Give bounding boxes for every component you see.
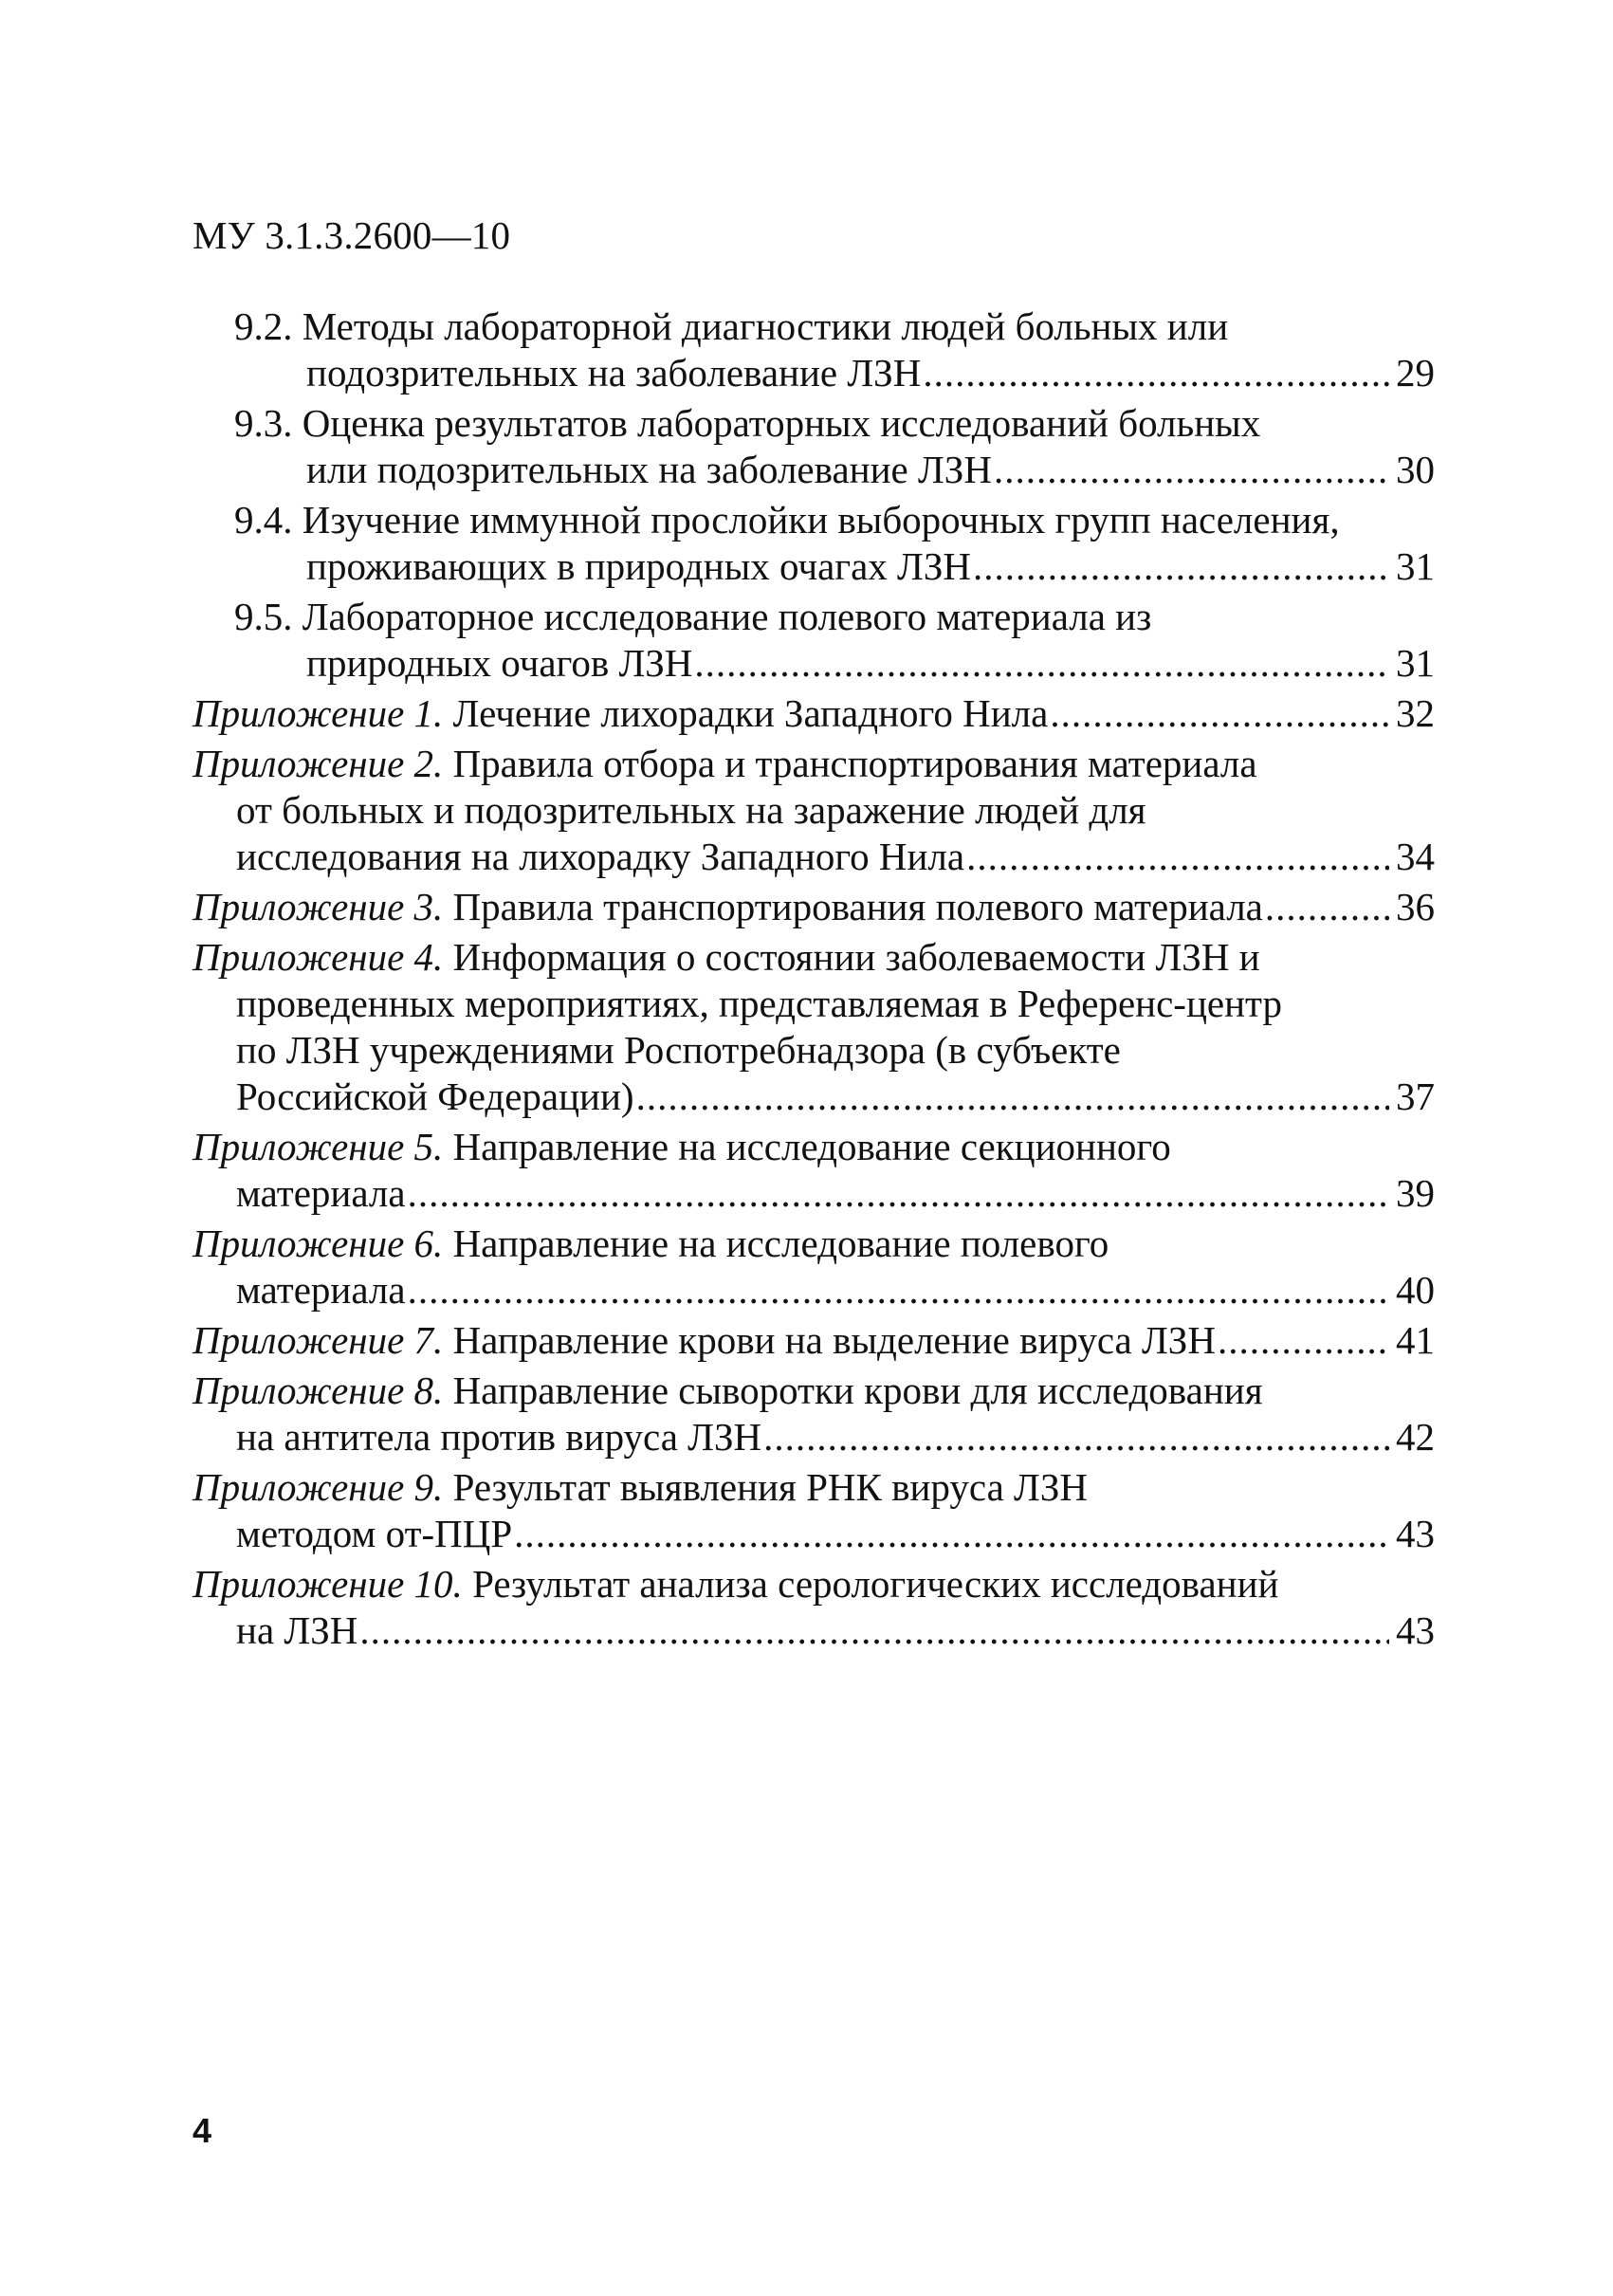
- toc-line: [192, 1027, 1435, 1074]
- toc-entry-text: [306, 640, 692, 687]
- toc-entry-title: от больных и подозрительных на заражение людей для: [236, 788, 1146, 832]
- toc-line: [192, 1317, 1435, 1364]
- dot-leader: [636, 1074, 1389, 1120]
- toc-entry-title: методом от-ПЦР: [236, 1512, 513, 1555]
- toc-entry-title: Информация о состоянии заболеваемости ЛЗН и: [452, 935, 1260, 979]
- toc-entry-title: подозрительных на заболевание ЛЗН: [306, 351, 922, 395]
- toc-line: [192, 447, 1435, 493]
- toc-entry-title: проживающих в природных очагах ЛЗН: [306, 544, 971, 588]
- toc-entry-title: Результат анализа серологических исследований: [472, 1562, 1279, 1606]
- toc-entry-text: [234, 400, 1260, 447]
- toc-line: [192, 1267, 1435, 1313]
- toc-line: [192, 400, 1435, 447]
- toc-line: [192, 594, 1435, 640]
- toc-entry-text: [192, 1124, 1171, 1170]
- toc-entry: [192, 400, 1435, 493]
- toc-page-number: 40: [1396, 1268, 1435, 1312]
- dot-leader: [763, 1414, 1389, 1460]
- toc-entry-text: [306, 447, 992, 493]
- dot-leader: [1218, 1317, 1389, 1364]
- toc-entry-title: на ЛЗН: [236, 1608, 358, 1652]
- toc-entry-title: материала: [236, 1268, 406, 1312]
- appendix-label: Приложение 2.: [192, 742, 444, 785]
- toc-line: [192, 1124, 1435, 1170]
- toc-line: [192, 981, 1435, 1027]
- toc-entry-title: проведенных мероприятиях, представляемая в Референс-центр: [236, 982, 1282, 1025]
- toc-line: [192, 1221, 1435, 1267]
- toc-entry-text: [192, 741, 1257, 787]
- toc-line: [192, 934, 1435, 981]
- appendix-label: Приложение 7.: [192, 1318, 444, 1362]
- toc-page-number: 41: [1396, 1318, 1435, 1362]
- toc-entry-text: [192, 1464, 1088, 1511]
- appendix-label: Приложение 3.: [192, 885, 444, 928]
- toc-line: [192, 741, 1435, 787]
- toc-entry-title: или подозрительных на заболевание ЛЗН: [306, 448, 992, 491]
- table-of-contents: [192, 303, 1435, 1658]
- toc-entry-text: [236, 834, 964, 880]
- toc-entry-title: материала: [236, 1171, 406, 1215]
- dot-leader: [973, 543, 1389, 590]
- toc-entry-title: Направление сыворотки крови для исследования: [452, 1368, 1263, 1412]
- toc-entry-title: 9.5. Лабораторное исследование полевого материала из: [234, 595, 1152, 638]
- appendix-label: Приложение 10.: [192, 1562, 463, 1606]
- toc-page-number: 43: [1396, 1608, 1435, 1652]
- toc-line: [192, 1464, 1435, 1511]
- toc-line: [192, 1511, 1435, 1557]
- toc-line: [192, 787, 1435, 834]
- toc-entry-title: природных очагов ЛЗН: [306, 641, 693, 685]
- toc-page-number: 43: [1396, 1512, 1435, 1555]
- appendix-label: Приложение 9.: [192, 1465, 444, 1509]
- toc-entry-title: Правила отбора и транспортирования материала: [452, 742, 1257, 785]
- toc-entry: [192, 934, 1435, 1120]
- toc-entry-text: [234, 303, 1228, 350]
- toc-entry: [192, 1317, 1435, 1364]
- toc-page-number: 42: [1396, 1415, 1435, 1459]
- toc-entry-text: [306, 350, 921, 396]
- toc-line: [192, 1170, 1435, 1217]
- appendix-label: Приложение 8.: [192, 1368, 444, 1412]
- toc-line: [192, 690, 1435, 737]
- toc-entry-title: Российской Федерации): [236, 1075, 634, 1118]
- toc-entry: [192, 741, 1435, 880]
- toc-entry-text: [236, 1414, 761, 1460]
- toc-entry-title: исследования на лихорадку Западного Нила: [236, 835, 965, 878]
- toc-entry: [192, 594, 1435, 687]
- toc-entry-text: [236, 787, 1146, 834]
- appendix-label: Приложение 1.: [192, 691, 444, 735]
- toc-entry: [192, 1221, 1435, 1313]
- toc-entry-text: [236, 1027, 1121, 1074]
- toc-page-number: 34: [1396, 835, 1435, 878]
- toc-line: [192, 834, 1435, 880]
- toc-entry: [192, 1124, 1435, 1217]
- toc-page-number: 31: [1396, 641, 1435, 685]
- toc-line: [192, 1561, 1435, 1607]
- toc-entry: [192, 690, 1435, 737]
- toc-entry-text: [236, 1267, 406, 1313]
- toc-entry-text: [236, 981, 1282, 1027]
- dot-leader: [408, 1170, 1389, 1217]
- toc-page-number: 30: [1396, 448, 1435, 491]
- toc-entry-text: [236, 1170, 406, 1217]
- toc-entry-text: [236, 1511, 512, 1557]
- toc-entry: [192, 303, 1435, 396]
- toc-page-number: 39: [1396, 1171, 1435, 1215]
- toc-line: [192, 1607, 1435, 1654]
- appendix-label: Приложение 6.: [192, 1221, 444, 1265]
- document-code-header: МУ 3.1.3.2600—10: [192, 213, 511, 257]
- dot-leader: [408, 1267, 1389, 1313]
- toc-entry-title: Направление на исследование секционного: [452, 1125, 1171, 1168]
- dot-leader: [514, 1511, 1389, 1557]
- dot-leader: [1050, 690, 1389, 737]
- toc-line: [192, 543, 1435, 590]
- toc-entry-text: [234, 497, 1340, 543]
- toc-entry-text: [236, 1074, 634, 1120]
- toc-entry-title: Направление крови на выделение вируса ЛЗН: [452, 1318, 1216, 1362]
- toc-entry: [192, 1464, 1435, 1557]
- toc-entry: [192, 884, 1435, 930]
- toc-line: [192, 303, 1435, 350]
- toc-entry-text: [234, 594, 1151, 640]
- toc-entry-text: [192, 934, 1260, 981]
- toc-entry: [192, 497, 1435, 590]
- dot-leader: [694, 640, 1389, 687]
- toc-line: [192, 884, 1435, 930]
- toc-entry-title: 9.3. Оценка результатов лабораторных исследований больных: [234, 401, 1261, 445]
- toc-entry-text: [192, 1368, 1263, 1414]
- dot-leader: [359, 1607, 1389, 1654]
- toc-page-number: 37: [1396, 1075, 1435, 1118]
- toc-entry-text: [192, 1561, 1279, 1607]
- toc-line: [192, 497, 1435, 543]
- toc-entry-title: 9.4. Изучение иммунной прослойки выборочных групп населения,: [234, 498, 1340, 542]
- appendix-label: Приложение 5.: [192, 1125, 444, 1168]
- toc-entry-text: [192, 690, 1048, 737]
- toc-entry-title: по ЛЗН учреждениями Роспотребнадзора (в субъекте: [236, 1028, 1121, 1072]
- dot-leader: [994, 447, 1389, 493]
- dot-leader: [923, 350, 1389, 396]
- toc-entry-title: Лечение лихорадки Западного Нила: [452, 691, 1049, 735]
- toc-line: [192, 1414, 1435, 1460]
- toc-entry-text: [306, 543, 971, 590]
- toc-line: [192, 1074, 1435, 1120]
- toc-entry: [192, 1368, 1435, 1460]
- dot-leader: [1265, 884, 1389, 930]
- toc-entry-title: 9.2. Методы лабораторной диагностики людей больных или: [234, 304, 1229, 348]
- toc-entry-text: [192, 884, 1263, 930]
- toc-line: [192, 1368, 1435, 1414]
- toc-page-number: 32: [1396, 691, 1435, 735]
- toc-entry: [192, 1561, 1435, 1654]
- toc-page-number: 36: [1396, 885, 1435, 928]
- toc-entry-text: [236, 1607, 357, 1654]
- toc-entry-title: Направление на исследование полевого: [452, 1221, 1109, 1265]
- toc-line: [192, 640, 1435, 687]
- dot-leader: [966, 834, 1389, 880]
- toc-entry-title: Результат выявления РНК вируса ЛЗН: [452, 1465, 1088, 1509]
- toc-page-number: 31: [1396, 544, 1435, 588]
- toc-entry-title: Правила транспортирования полевого материала: [452, 885, 1263, 928]
- toc-line: [192, 350, 1435, 396]
- appendix-label: Приложение 4.: [192, 935, 444, 979]
- page-number: 4: [192, 2111, 212, 2150]
- toc-page-number: 29: [1396, 351, 1435, 395]
- toc-entry-text: [192, 1221, 1109, 1267]
- toc-entry-text: [192, 1317, 1216, 1364]
- toc-entry-title: на антитела против вируса ЛЗН: [236, 1415, 762, 1459]
